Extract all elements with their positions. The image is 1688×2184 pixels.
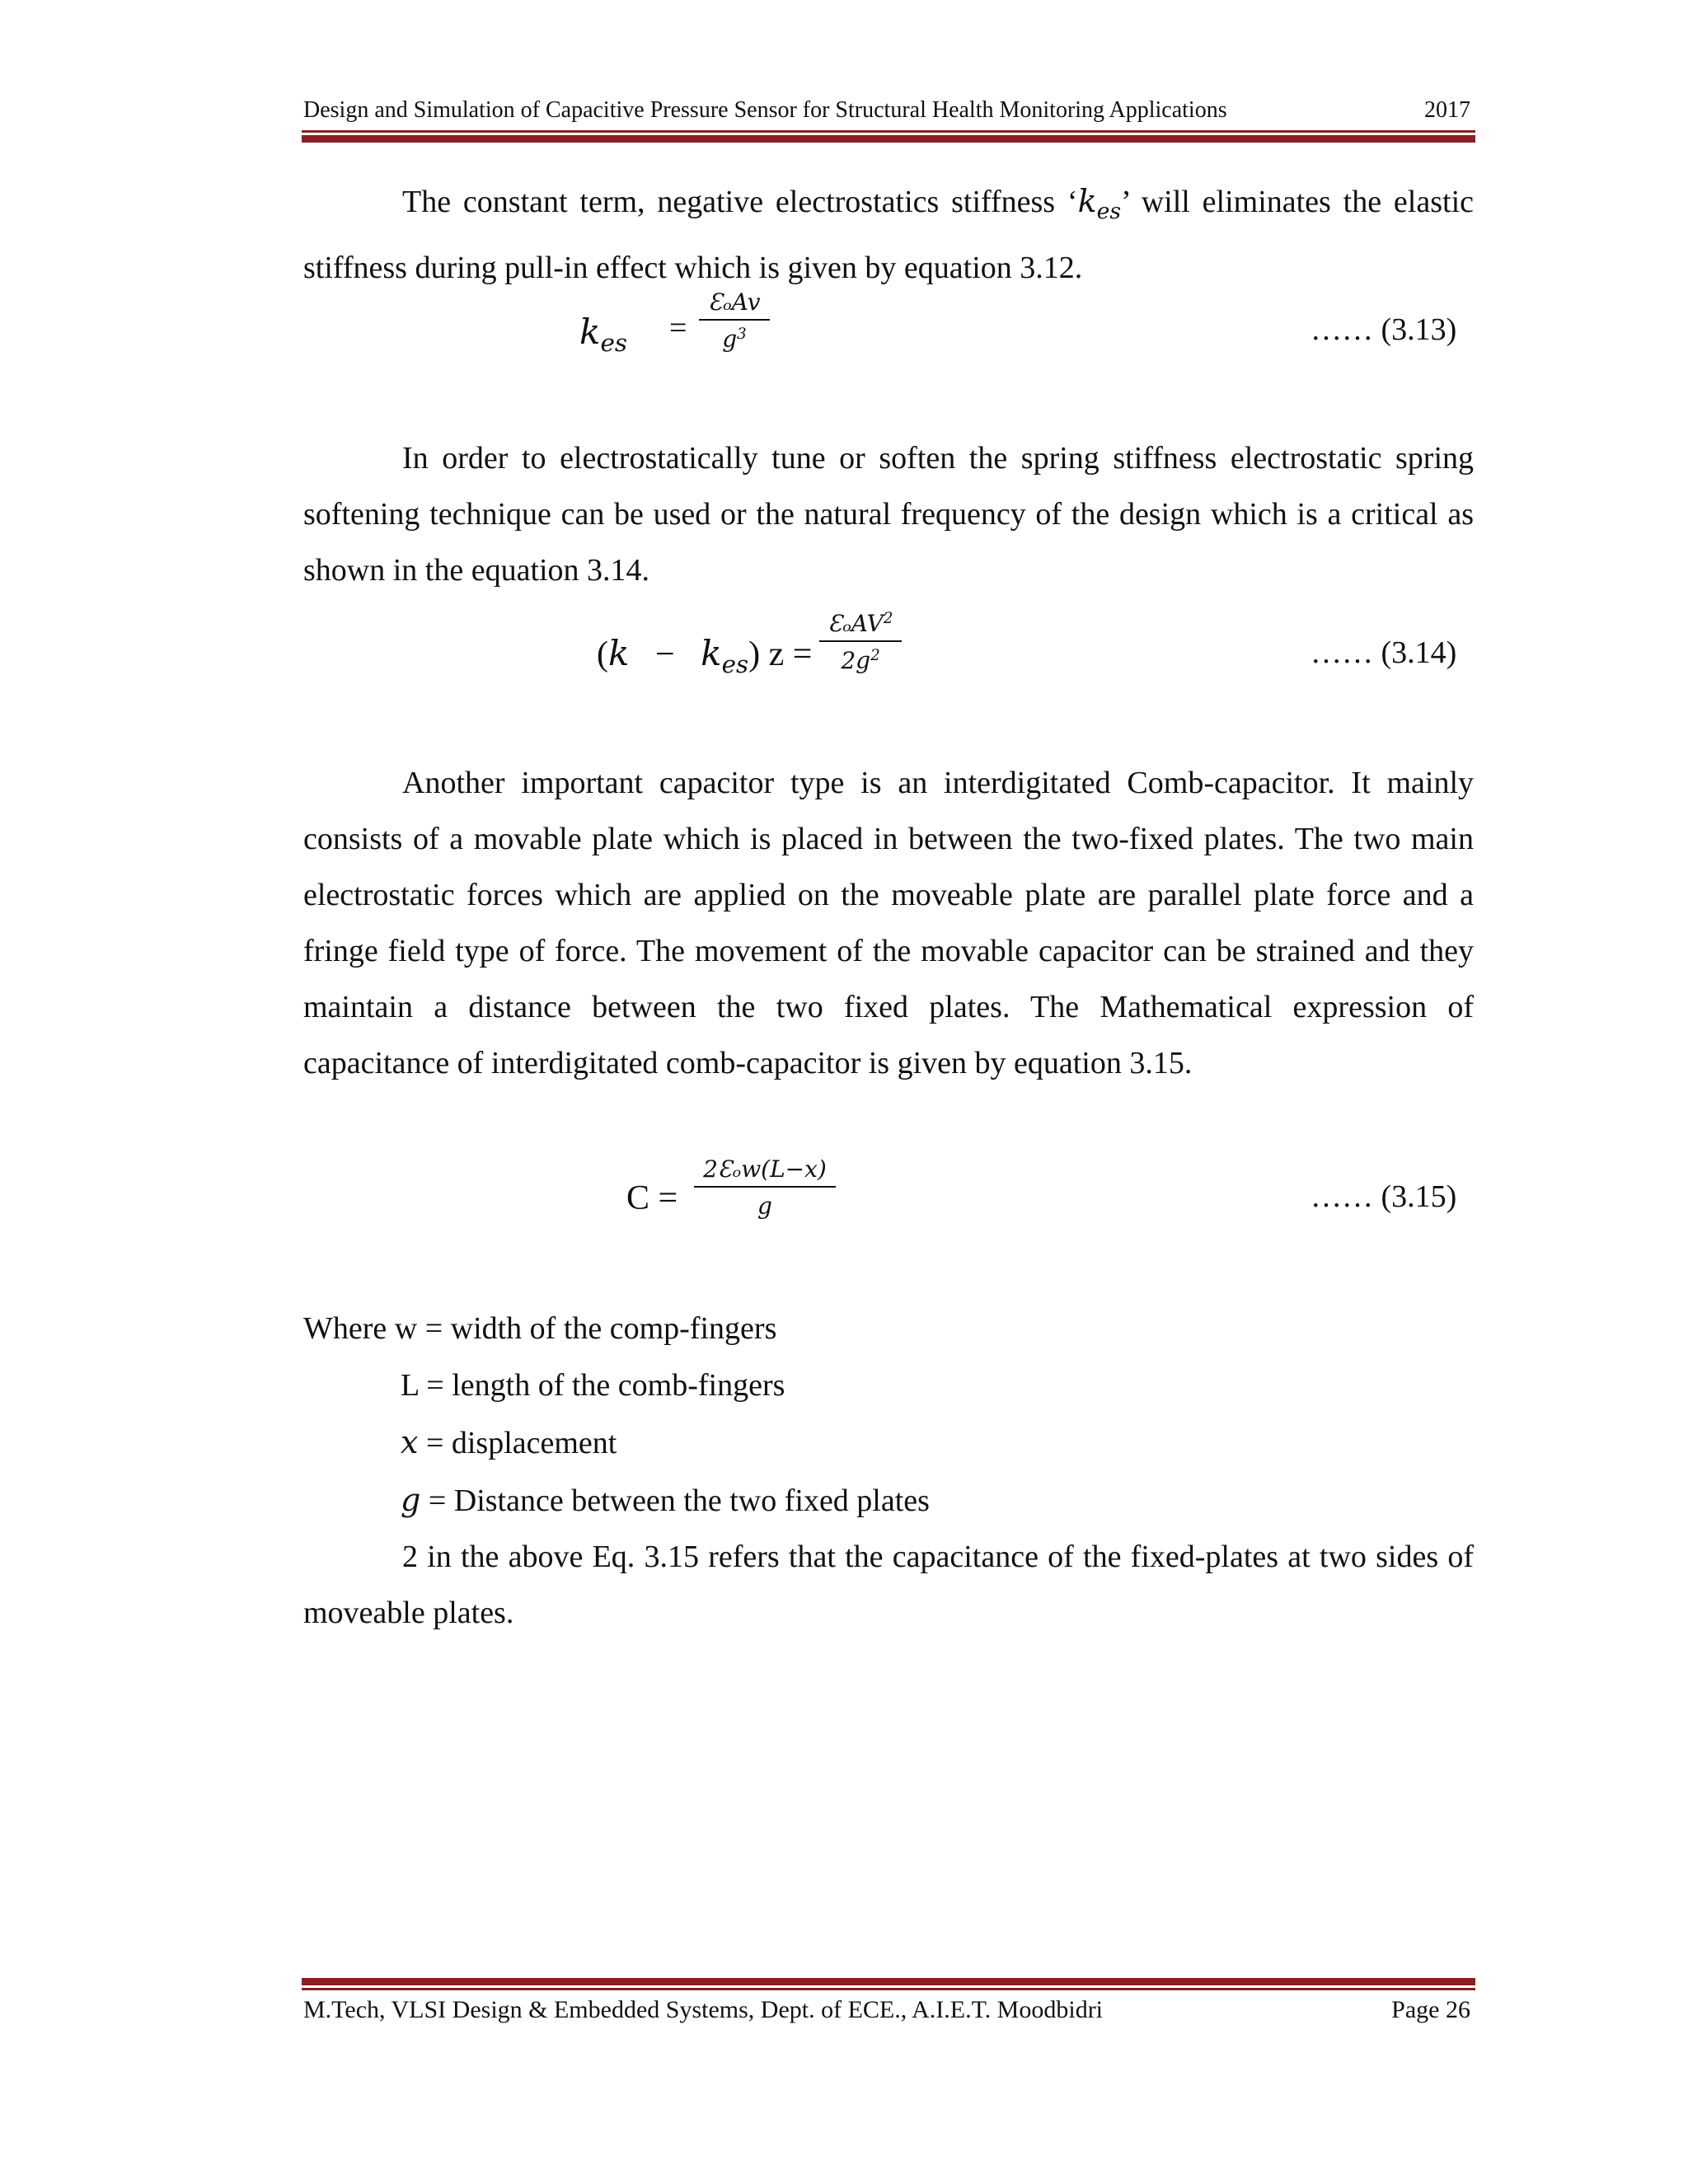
eq313-equals: = xyxy=(669,311,687,345)
page-number: Page 26 xyxy=(1391,1996,1470,2023)
variable-definitions xyxy=(303,1301,930,1530)
eq315-number: …… (3.15) xyxy=(1311,1179,1457,1214)
eq314-denominator: $2g^2$ xyxy=(841,647,880,674)
symbol-kes: $k_{es}$ xyxy=(1077,183,1122,224)
definition-x: x = displacement xyxy=(401,1424,617,1460)
eq314-lhs: (k − $k_{es}$) z = xyxy=(597,633,813,678)
header-year: 2017 xyxy=(1424,97,1470,123)
definition-g: g = Distance between the two fixed plates xyxy=(401,1482,930,1518)
definition-L: L = length of the comb-fingers xyxy=(401,1368,785,1403)
eq313-denominator: $g^3$ xyxy=(722,326,747,353)
header-title: Design and Simulation of Capacitive Pressure Sensor for Structural Health Monitoring Applications xyxy=(303,97,1227,123)
eq314-fraction xyxy=(819,610,902,674)
equation-3-15 xyxy=(0,1152,1688,1243)
page-header xyxy=(303,97,1474,130)
eq315-numerator: 2Ɛₒw(L−x) xyxy=(694,1155,836,1188)
eq314-number: …… (3.14) xyxy=(1311,635,1457,670)
eq313-fraction xyxy=(699,288,770,353)
eq313-number: …… (3.13) xyxy=(1311,312,1457,347)
paragraph-kes-intro: The constant term, negative electrostatics stiffness ‘$k_{es}$’ will eliminates the elastic stiffness during pull-in effect which is given by equation 3.12. xyxy=(303,183,1474,285)
eq315-fraction xyxy=(694,1155,836,1220)
equation-3-14 xyxy=(0,610,1688,701)
equation-3-13 xyxy=(0,287,1688,377)
eq315-denominator: g xyxy=(757,1193,772,1220)
footer-institution: M.Tech, VLSI Design & Embedded Systems, Dept. of ECE., A.I.E.T. Moodbidri xyxy=(303,1996,1104,2023)
paragraph-factor-two: 2 in the above Eq. 3.15 refers that the capacitance of the fixed-plates at two sides of moveable plates. xyxy=(303,1540,1474,1630)
eq315-lhs: C = xyxy=(626,1179,678,1217)
footer-rule xyxy=(302,1978,1475,1990)
eq313-lhs: $k_{es}$ xyxy=(579,312,627,357)
eq313-numerator: ƐₒAv xyxy=(699,288,770,321)
eq314-numerator: ƐₒAV$^2$ xyxy=(819,610,902,642)
paragraph-spring-softening: In order to electrostatically tune or soften the spring stiffness electrostatic spring softening technique can be used or the natural frequency of the design which is a critical as shown in the equation 3.14. xyxy=(303,441,1474,588)
paragraph-comb-capacitor: Another important capacitor type is an interdigitated Comb-capacitor. It mainly consists of a movable plate which is placed in between the two-fixed plates. The two main electrostatic forces which are applied on the moveable plate are parallel plate force and a fringe field type of force. The movement of the movable capacitor can be strained and they maintain a distance between the two fixed plates. The Mathematical expression of capacitance of interdigitated comb-capacitor is given by equation 3.15. xyxy=(303,766,1474,1080)
header-rule xyxy=(302,130,1475,143)
definition-w: Where w = width of the comp-fingers xyxy=(303,1311,777,1346)
